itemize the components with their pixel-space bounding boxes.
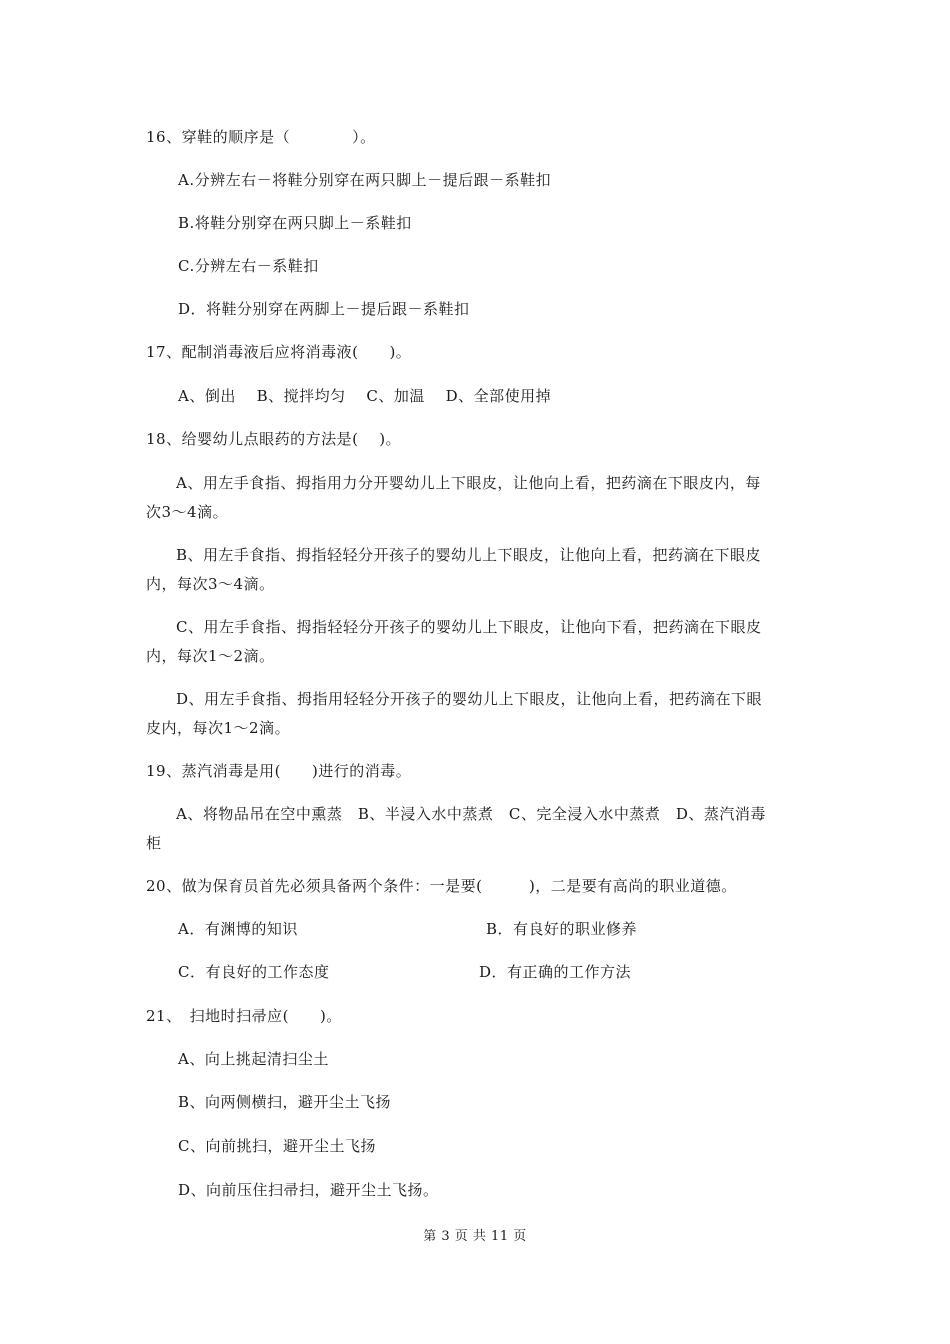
question-21-option-c: C、向前挑扫，避开尘土飞扬 <box>178 1137 376 1155</box>
question-20-option-d: D．有正确的工作方法 <box>479 963 632 981</box>
question-18-option-c-line2: 内，每次1～2滴。 <box>146 647 275 665</box>
question-20-option-b: B．有良好的职业修养 <box>486 920 638 938</box>
question-16-stem: 16、穿鞋的顺序是（ ）。 <box>146 128 376 146</box>
question-18-option-c-line1: C、用左手食指、拇指轻轻分开孩子的婴幼儿上下眼皮，让他向下看，把药滴在下眼皮 <box>176 618 762 636</box>
question-17-stem: 17、配制消毒液后应将消毒液( )。 <box>146 343 412 361</box>
question-21-stem: 21、 扫地时扫帚应( )。 <box>146 1007 342 1025</box>
question-21-option-d: D、向前压住扫帚扫，避开尘土飞扬。 <box>178 1181 439 1199</box>
question-19-options-line2: 柜 <box>146 834 162 852</box>
question-18-option-d-line1: D、用左手食指、拇指用轻轻分开孩子的婴幼儿上下眼皮，让他向上看，把药滴在下眼 <box>176 690 763 708</box>
question-16-option-d: D．将鞋分别穿在两脚上－提后跟－系鞋扣 <box>178 300 470 318</box>
question-19-options-line1: A、将物品吊在空中熏蒸 B、半浸入水中蒸煮 C、完全浸入水中蒸煮 D、蒸汽消毒 <box>176 805 766 823</box>
question-16-option-a: A.分辨左右－将鞋分别穿在两只脚上－提后跟－系鞋扣 <box>178 171 552 189</box>
question-18-option-b-line1: B、用左手食指、拇指轻轻分开孩子的婴幼儿上下眼皮，让他向上看，把药滴在下眼皮 <box>176 546 762 564</box>
question-19-stem: 19、蒸汽消毒是用( )进行的消毒。 <box>146 762 412 780</box>
question-21-option-b: B、向两侧横扫，避开尘土飞扬 <box>178 1093 392 1111</box>
question-20-option-c: C．有良好的工作态度 <box>178 963 330 981</box>
question-17-options: A、倒出 B、搅拌均匀 C、加温 D、全部使用掉 <box>178 387 552 405</box>
question-18-option-a-line1: A、用左手食指、拇指用力分开婴幼儿上下眼皮，让他向上看，把药滴在下眼皮内，每 <box>176 474 761 492</box>
question-21-option-a: A、向上挑起清扫尘土 <box>178 1050 329 1068</box>
question-18-stem: 18、给婴幼儿点眼药的方法是( )。 <box>146 430 402 448</box>
question-16-option-c: C.分辨左右－系鞋扣 <box>178 257 319 275</box>
question-18-option-a-line2: 次3～4滴。 <box>146 503 229 521</box>
page-number-footer: 第 3 页 共 11 页 <box>423 1229 527 1244</box>
question-18-option-b-line2: 内，每次3～4滴。 <box>146 575 275 593</box>
question-20-option-a: A．有渊博的知识 <box>178 920 298 938</box>
question-16-option-b: B.将鞋分别穿在两只脚上－系鞋扣 <box>178 214 412 232</box>
question-20-stem: 20、做为保育员首先必须具备两个条件：一是要( )，二是要有高尚的职业道德。 <box>146 877 737 895</box>
question-18-option-d-line2: 皮内，每次1～2滴。 <box>146 719 291 737</box>
